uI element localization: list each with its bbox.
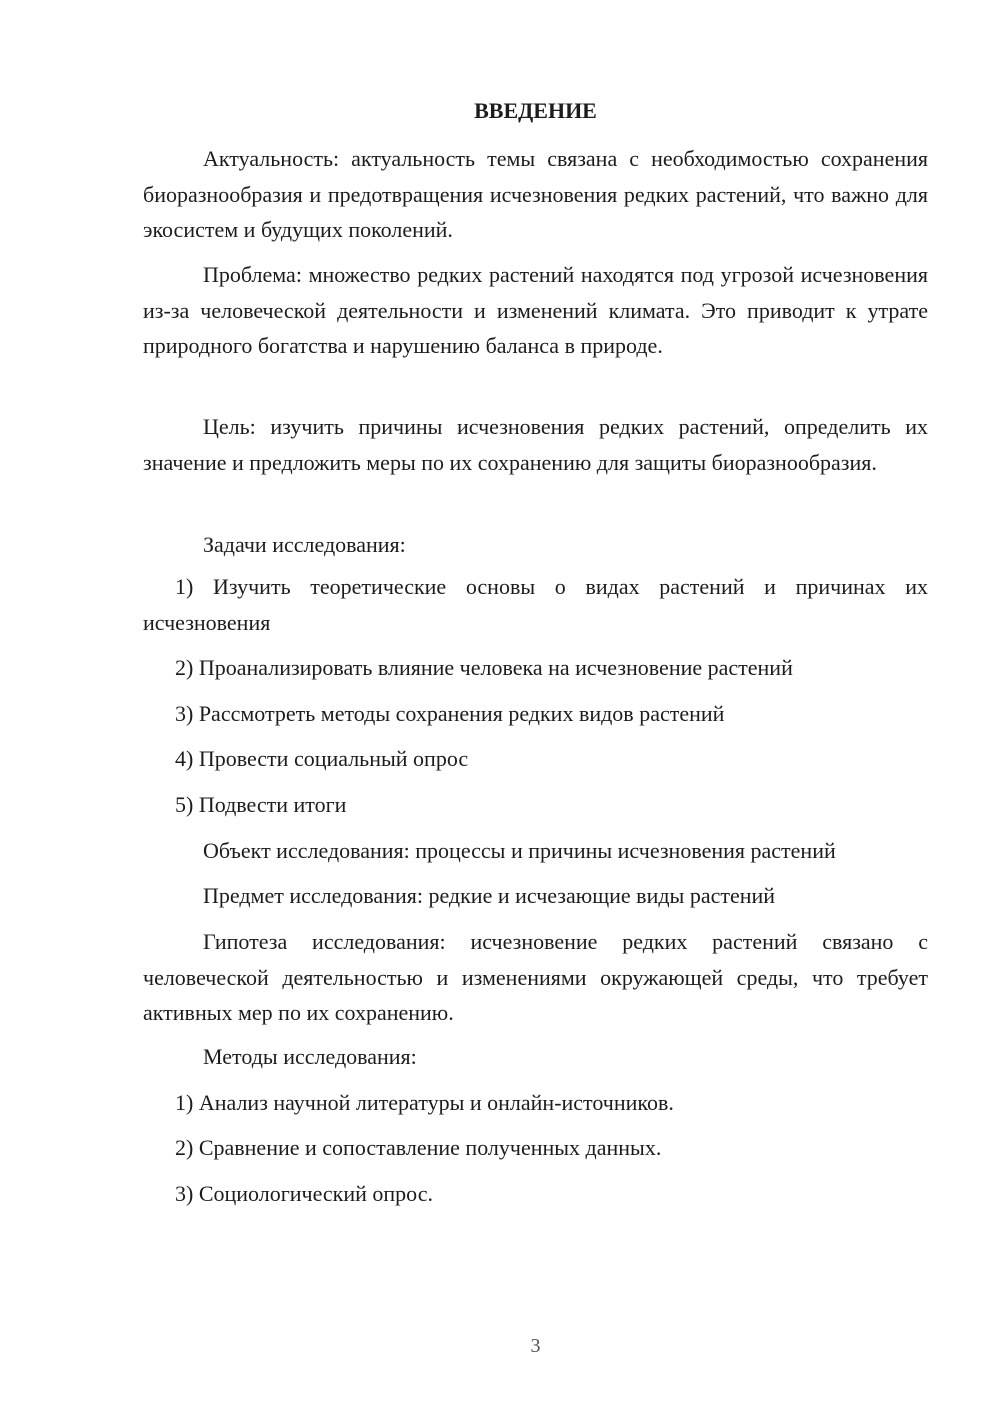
task-item: 5) Подвести итоги [175, 792, 347, 817]
method-item: 1) Анализ научной литературы и онлайн-источников. [175, 1090, 674, 1115]
research-subject: Предмет исследования: редкие и исчезающие виды растений [203, 883, 776, 908]
page-number: 3 [530, 1335, 541, 1357]
section-heading: ВВЕДЕНИЕ [474, 98, 597, 123]
task-item: 3) Рассмотреть методы сохранения редких видов растений [175, 701, 725, 726]
task-item: 2) Проанализировать влияние человека на исчезновение растений [175, 655, 793, 680]
methods-label: Методы исследования: [203, 1044, 417, 1069]
task-item: 1) Изучить теоретические основы о видах растений и причинах их исчезновения [143, 574, 928, 635]
task-item: 4) Провести социальный опрос [175, 746, 469, 771]
tasks-label: Задачи исследования: [203, 532, 406, 557]
problem-paragraph: Проблема: множество редких растений находятся под угрозой исчезновения из-за человеческой деятельности и изменений климата. Это приводит к утрате природного богатства и нарушению баланса в природе. [143, 262, 928, 358]
method-item: 2) Сравнение и сопоставление полученных данных. [175, 1135, 662, 1160]
method-item: 3) Социологический опрос. [175, 1181, 433, 1206]
research-object: Объект исследования: процессы и причины исчезновения растений [203, 838, 836, 863]
goal-paragraph: Цель: изучить причины исчезновения редких растений, определить их значение и предложить меры по их сохранению для защиты биоразнообразия. [143, 414, 928, 475]
hypothesis-paragraph: Гипотеза исследования: исчезновение редких растений связано с человеческой деятельностью и изменениями окружающей среды, что требует активных мер по их сохранению. [143, 929, 928, 1025]
relevance-paragraph: Актуальность: актуальность темы связана с необходимостью сохранения биоразнообразия и предотвращения исчезновения редких растений, что важно для экосистем и будущих поколений. [143, 146, 928, 242]
